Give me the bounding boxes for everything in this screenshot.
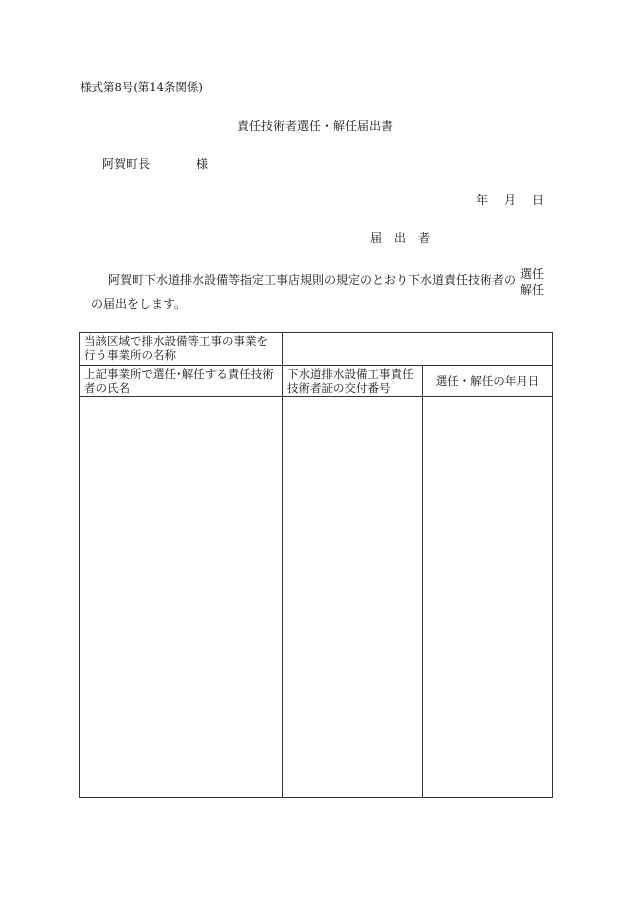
entry-row bbox=[80, 397, 553, 798]
date-day-label: 日 bbox=[532, 193, 545, 207]
date-year-label: 年 bbox=[476, 193, 489, 207]
date-line bbox=[476, 194, 544, 206]
appoint-dismiss-choice bbox=[520, 266, 560, 298]
cell-date[interactable] bbox=[423, 397, 553, 798]
choice-dismiss: 解任 bbox=[520, 283, 545, 297]
col-header-date: 選任・解任の年月日 bbox=[423, 366, 553, 397]
header-row bbox=[80, 366, 553, 397]
col-header-cert: 下水道排水設備工事責任技術者証の交付番号 bbox=[283, 366, 423, 397]
choice-appoint: 選任 bbox=[520, 267, 545, 281]
body-text-line-1: 阿賀町下水道排水設備等指定工事店規則の規定のとおり下水道責任技術者の bbox=[108, 273, 517, 287]
submitter-label: 届 出 者 bbox=[370, 231, 431, 245]
col-header-name: 上記事業所で選任･解任する責任技術者の氏名 bbox=[80, 366, 283, 397]
document-title: 責任技術者選任・解任届出書 bbox=[236, 119, 393, 133]
addressee-honorific: 様 bbox=[196, 157, 209, 171]
office-name-value[interactable] bbox=[283, 333, 553, 366]
cell-name[interactable] bbox=[80, 397, 283, 798]
form-number: 様式第8号(第14条関係) bbox=[80, 80, 203, 94]
date-month-label: 月 bbox=[504, 193, 517, 207]
addressee-name: 阿賀町長 bbox=[102, 157, 151, 171]
body-text-line-2: の届出をします。 bbox=[91, 297, 187, 311]
office-name-label: 当該区域で排水設備等工事の事業を行う事業所の名称 bbox=[80, 333, 283, 366]
cell-cert[interactable] bbox=[283, 397, 423, 798]
notification-table bbox=[79, 332, 553, 798]
office-row bbox=[80, 333, 553, 366]
